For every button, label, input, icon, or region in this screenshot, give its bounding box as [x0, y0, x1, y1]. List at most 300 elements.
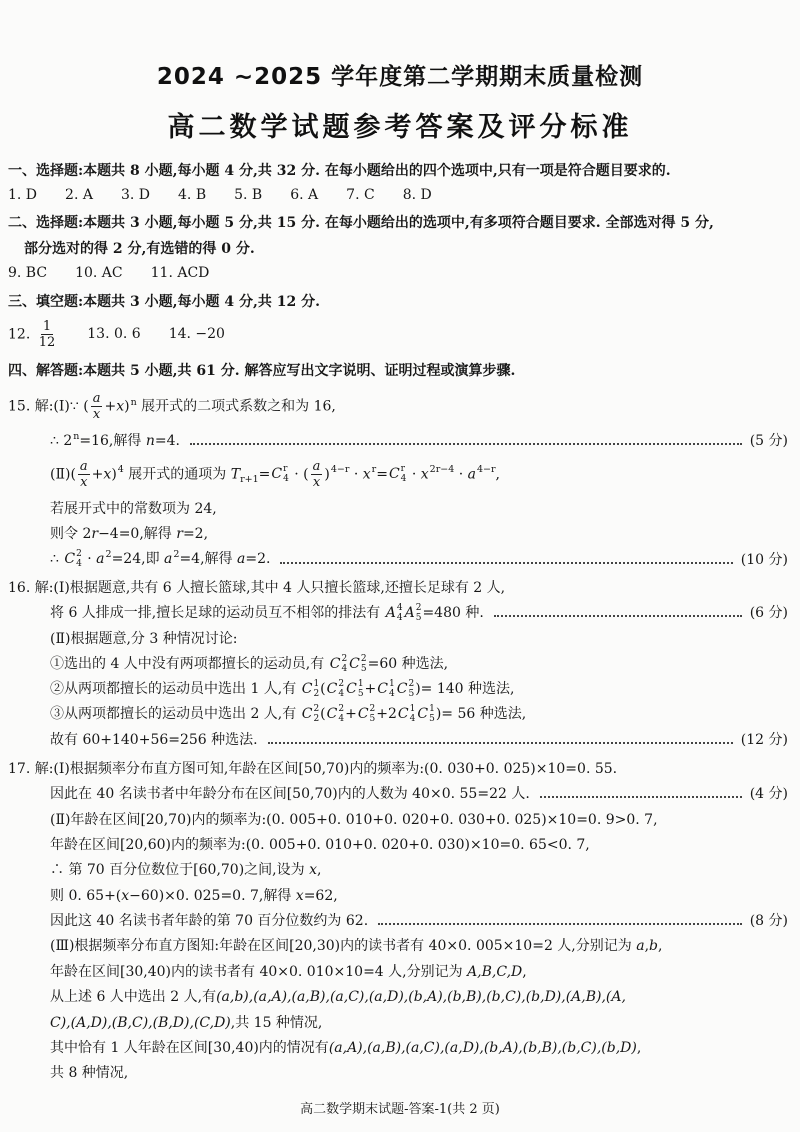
text-run: =: [258, 466, 271, 483]
text-run: ·: [407, 466, 421, 483]
text-run: ,: [495, 466, 500, 483]
score-label: (4 分): [749, 786, 788, 803]
symbol-subscript: 4: [389, 689, 395, 700]
line-text: [50, 678, 514, 699]
symbol-superscript: r: [283, 464, 288, 475]
solution-step: [0, 676, 800, 701]
text-run: 因此在 40 名读书者中年龄分布在区间[50,70)内的人数为 40×0. 55=22 人.: [50, 786, 530, 803]
answer-item: [121, 187, 150, 203]
symbol-subscript: 5: [429, 714, 435, 725]
symbol-base: C: [346, 681, 357, 698]
text-run: 若展开式中的常数项为 24,: [50, 500, 217, 517]
text-run: ,共 15 种情况,: [230, 1014, 323, 1031]
text-run: (: [320, 681, 326, 698]
symbol-indices: [341, 654, 347, 674]
line-text: [24, 238, 255, 258]
solution-step: [0, 521, 800, 546]
text-run: 17. 解:(Ⅰ)根据频率分布直方图可知,年龄在区间[50,70)内的频率为:(0. 030+0. 025)×10=0. 55.: [8, 760, 618, 777]
answer-item: [403, 187, 432, 203]
text-run: −60)×0. 025=0. 7,解得: [129, 887, 296, 904]
answer-row: [0, 182, 800, 207]
symbol-subscript: 4: [341, 663, 348, 674]
symbol-superscript: 1: [409, 704, 416, 715]
symbol-subscript: 5: [357, 689, 364, 700]
superscript: 4−r: [330, 464, 350, 476]
text-run: +: [104, 398, 117, 415]
score-label: (12 分): [740, 732, 788, 749]
text-run: =4,解得: [179, 551, 237, 568]
symbol-subscript: 4: [283, 474, 289, 485]
text-run: 三、填空题:本题共 3 小题,每小题 4 分,共 12 分.: [8, 293, 320, 310]
text-run: +: [345, 706, 357, 723]
text-run: ·: [349, 466, 363, 483]
line-text: [50, 548, 270, 569]
text-run: ): [124, 398, 130, 415]
symbol-subscript: 4: [76, 559, 82, 570]
text-run: 5. B: [234, 187, 263, 204]
symbol-subscript: 4: [338, 714, 345, 725]
line-text: [8, 391, 336, 422]
math-variable: (a,A),(a,B),(a,C),(a,D),(b,A),(b,B),(b,C),(b,D): [328, 1040, 637, 1057]
text-run: =480 种.: [422, 604, 484, 621]
symbol-subscript: 5: [408, 689, 415, 700]
text-run: 将 6 人排成一排,擅长足球的运动员互不相邻的排法有: [50, 604, 385, 621]
text-run: 从上述 6 人中选出 2 人,有: [50, 989, 217, 1006]
symbol-superscript: 1: [313, 679, 320, 690]
solution-step: [0, 1034, 800, 1059]
symbol-indices: [313, 679, 319, 699]
text-run: (: [320, 706, 326, 723]
symbol-indices: [416, 603, 422, 623]
answer-item: [87, 326, 140, 342]
combinatorial-symbol: [389, 464, 406, 484]
symbol-superscript: 2: [338, 704, 345, 715]
score-label: (10 分): [740, 551, 788, 568]
fraction: [78, 459, 90, 490]
math-variable: a: [467, 466, 476, 483]
fraction-denominator: 12: [38, 334, 56, 350]
combinatorial-symbol: [346, 679, 363, 699]
section-heading: [0, 357, 800, 382]
line-text: [50, 459, 500, 490]
symbol-subscript: 4: [400, 474, 407, 485]
combinatorial-symbol: [417, 704, 434, 724]
text-run: 16. 解:(Ⅰ)根据题意,共有 6 人擅长篮球,其中 4 人只擅长篮球,还擅长足球有 2 人,: [8, 579, 506, 596]
answer-item: [8, 187, 37, 203]
text-run: 二、选择题:本题共 3 小题,每小题 5 分,共 15 分. 在每小题给出的选项中,有多项符合题目要求. 全部选对得 5 分,: [8, 215, 714, 232]
solution-step: [0, 1060, 800, 1085]
symbol-base: C: [271, 466, 283, 483]
line-text: [50, 1062, 128, 1082]
text-run: ③从两项都擅长的运动员中选出 2 人,有: [50, 706, 301, 723]
text-run: ,: [522, 963, 527, 980]
text-run: =60 种选法,: [367, 655, 449, 672]
math-variable: r: [91, 526, 99, 543]
text-run: 10. AC: [75, 265, 123, 282]
text-run: 12.: [8, 326, 35, 343]
math-variable: T: [230, 466, 241, 483]
text-run: (Ⅱ)(: [50, 466, 76, 483]
math-variable: n: [145, 433, 155, 450]
solution-step: [0, 625, 800, 650]
line-text: [50, 523, 208, 543]
section-heading-continued: [0, 235, 800, 260]
problem-line: [0, 386, 800, 428]
math-variable: x: [116, 398, 125, 415]
combinatorial-symbol: [302, 704, 319, 724]
text-run: 四、解答题:本题共 5 小题,共 61 分. 解答应写出文字说明、证明过程或演算步骤.: [8, 363, 516, 380]
solution-step: [0, 958, 800, 983]
combinatorial-symbol: [64, 549, 81, 569]
text-run: 4. B: [178, 187, 207, 204]
math-variable: a: [96, 551, 105, 568]
line-text: [8, 160, 671, 180]
combinatorial-symbol: [398, 704, 415, 724]
symbol-subscript: 5: [360, 663, 367, 674]
solution-step: [0, 1009, 800, 1034]
symbol-subscript: 2: [313, 714, 320, 725]
math-variable: x: [362, 466, 371, 483]
text-run: )= 140 种选法,: [415, 681, 515, 698]
line-text: [50, 885, 338, 905]
section-heading: [0, 288, 800, 313]
superscript: n: [73, 431, 80, 443]
text-run: 一、选择题:本题共 8 小题,每小题 4 分,共 32 分. 在每小题给出的四个选项中,只有一项是符合题目要求的.: [8, 162, 671, 179]
text-run: 展开式的通项为: [123, 466, 231, 483]
solution-step: [0, 650, 800, 675]
text-run: =2,: [182, 526, 209, 543]
symbol-indices: [283, 464, 289, 484]
text-run: +: [91, 466, 104, 483]
symbol-base: C: [397, 706, 409, 723]
answer-item: [151, 265, 210, 281]
symbol-indices: [358, 679, 364, 699]
line-text: [50, 961, 527, 981]
combinatorial-symbol: [386, 603, 403, 623]
symbol-superscript: 2: [415, 602, 422, 613]
text-run: 其中恰有 1 人年龄在区间[30,40)内的情况有: [50, 1040, 329, 1057]
text-run: ·: [454, 466, 468, 483]
symbol-indices: [429, 704, 435, 724]
answer-item: [65, 187, 93, 203]
symbol-indices: [338, 704, 344, 724]
math-variable: x: [295, 887, 304, 904]
symbol-indices: [397, 603, 403, 623]
symbol-indices: [401, 464, 407, 484]
text-run: ∴: [50, 551, 64, 568]
math-variable: r: [176, 526, 183, 543]
text-run: 1. D: [8, 187, 38, 204]
line-text: [8, 360, 515, 380]
line-text: [50, 602, 484, 623]
math-variable: a: [636, 938, 645, 955]
text-run: ∴ 2: [50, 433, 73, 450]
symbol-superscript: r: [400, 464, 405, 475]
solution-step: [0, 428, 800, 453]
text-run: 共 8 种情况,: [50, 1065, 129, 1082]
text-run: )= 56 种选法,: [435, 706, 527, 723]
text-run: =24,即: [111, 551, 165, 568]
text-run: ①选出的 4 人中没有两项都擅长的运动员,有: [50, 655, 329, 672]
text-run: ②从两项都擅长的运动员中选出 1 人,有: [50, 681, 301, 698]
score-label: (8 分): [749, 913, 788, 930]
text-run: 展开式的二项式系数之和为 16,: [136, 398, 336, 415]
symbol-base: C: [388, 466, 400, 483]
symbol-indices: [338, 679, 344, 699]
text-run: +2: [376, 706, 397, 723]
score-label: (6 分): [749, 605, 788, 622]
text-run: 11. ACD: [150, 265, 210, 282]
fraction-denominator: x: [80, 474, 88, 490]
symbol-subscript: 5: [415, 612, 422, 623]
fraction-denominator: x: [312, 474, 321, 490]
superscript: 4−r: [476, 464, 496, 476]
math-variable: A,B,C,D: [467, 963, 523, 980]
fraction-denominator: x: [92, 407, 101, 423]
symbol-superscript: 2: [360, 653, 367, 664]
answer-content: [0, 155, 800, 1085]
line-text: [50, 859, 321, 879]
combinatorial-symbol: [349, 654, 366, 674]
text-run: (Ⅲ)根据频率分布直方图知:年龄在区间[20,30)内的读书者有 40×0. 005×10=2 人,分别记为: [50, 938, 637, 955]
leader-dots: [494, 615, 742, 617]
symbol-subscript: 4: [338, 689, 345, 700]
combinatorial-symbol: [397, 679, 414, 699]
line-text: [50, 910, 368, 930]
symbol-base: C: [377, 681, 388, 698]
math-variable: C),(A,D),(B,C),(B,D),(C,D): [50, 1014, 231, 1031]
symbol-superscript: 2: [338, 679, 345, 690]
symbol-indices: [313, 704, 319, 724]
line-text: [50, 834, 590, 854]
fraction-numerator: a: [92, 391, 101, 407]
symbol-subscript: 4: [409, 714, 416, 725]
symbol-base: C: [301, 681, 313, 698]
symbol-base: C: [326, 706, 338, 723]
text-run: (Ⅱ)年龄在区间[20,70)内的频率为:(0. 005+0. 010+0. 020+0. 030+0. 025)×10=0. 9>0. 7,: [50, 811, 658, 828]
text-run: 3. D: [120, 187, 151, 204]
math-variable: x: [103, 466, 112, 483]
solution-step: [0, 831, 800, 856]
leader-dots: [280, 562, 732, 564]
text-run: 9. BC: [8, 265, 48, 282]
text-run: ·: [82, 551, 97, 568]
combinatorial-symbol: [377, 679, 394, 699]
symbol-superscript: 2: [408, 679, 415, 690]
text-run: −4=0,解得: [98, 526, 177, 543]
symbol-indices: [408, 679, 414, 699]
math-variable: x: [121, 887, 130, 904]
superscript: n: [130, 396, 137, 408]
combinatorial-symbol: [358, 704, 375, 724]
symbol-subscript: 5: [369, 714, 376, 725]
leader-dots: [378, 923, 742, 925]
answer-item: [8, 265, 47, 281]
combinatorial-symbol: [271, 464, 288, 484]
solution-step: [0, 780, 800, 805]
symbol-base: C: [329, 655, 341, 672]
combinatorial-symbol: [302, 679, 319, 699]
math-variable: x: [420, 466, 429, 483]
text-run: 部分选对的得 2 分,有选错的得 0 分.: [24, 240, 255, 257]
combinatorial-symbol: [405, 603, 422, 623]
text-run: 8. D: [402, 187, 432, 204]
text-run: 则令 2: [50, 526, 92, 543]
superscript: 2: [173, 549, 180, 561]
subscript: r+1: [240, 474, 259, 486]
text-run: ,: [636, 1040, 642, 1057]
text-run: =2.: [245, 551, 271, 568]
text-run: =4.: [154, 433, 180, 450]
symbol-base: C: [349, 655, 360, 672]
text-run: 故有 60+140+56=256 种选法.: [50, 732, 258, 749]
text-run: 13. 0. 6: [87, 326, 141, 343]
symbol-base: A: [385, 604, 396, 621]
line-text: [8, 212, 714, 232]
line-text: [50, 653, 448, 674]
symbol-subscript: 4: [396, 612, 403, 623]
fraction-numerator: a: [312, 458, 321, 474]
leader-dots: [540, 796, 742, 798]
fraction-numerator: a: [79, 458, 88, 474]
text-run: 2. A: [65, 187, 93, 204]
symbol-indices: [410, 704, 416, 724]
answer-item: [8, 319, 59, 350]
text-run: 15. 解:(Ⅰ)∵ (: [8, 398, 89, 415]
text-run: 6. A: [290, 187, 319, 204]
symbol-base: C: [326, 681, 338, 698]
line-text: [50, 783, 530, 803]
symbol-superscript: 1: [429, 704, 435, 715]
superscript: 2r−4: [429, 464, 455, 476]
section-heading: [0, 157, 800, 182]
line-text: [50, 935, 662, 955]
solution-step: [0, 701, 800, 726]
text-run: 则 0. 65+(: [50, 887, 122, 904]
text-run: (Ⅱ)根据题意,分 3 种情况讨论:: [50, 630, 238, 647]
line-text: [50, 1012, 322, 1032]
symbol-superscript: 4: [396, 602, 403, 613]
line-text: [50, 498, 217, 518]
text-run: 因此这 40 名读书者年龄的第 70 百分位数约为 62.: [50, 913, 369, 930]
symbol-base: C: [417, 706, 429, 723]
text-run: 年龄在区间[30,40)内的读书者有 40×0. 010×10=4 人,分别记为: [50, 963, 468, 980]
symbol-indices: [389, 679, 395, 699]
superscript: 4: [117, 464, 124, 476]
line-text: [8, 291, 320, 311]
text-run: ): [324, 466, 330, 483]
symbol-base: C: [301, 706, 313, 723]
symbol-indices: [361, 654, 367, 674]
combinatorial-symbol: [327, 704, 344, 724]
problem-line: [0, 574, 800, 599]
symbol-superscript: 1: [389, 679, 395, 690]
symbol-base: C: [64, 551, 76, 568]
leader-dots: [190, 443, 742, 445]
text-run: ,: [657, 938, 663, 955]
line-text: [8, 577, 505, 597]
solution-step: [0, 806, 800, 831]
solution-step: [0, 453, 800, 495]
answer-item: [169, 326, 225, 342]
symbol-superscript: 2: [369, 704, 376, 715]
symbol-base: C: [357, 706, 369, 723]
leader-dots: [268, 742, 733, 744]
fraction-numerator: 1: [42, 318, 52, 334]
symbol-superscript: 1: [357, 679, 364, 690]
symbol-superscript: 2: [76, 549, 82, 560]
text-run: =62,: [303, 887, 338, 904]
symbol-base: A: [404, 604, 415, 621]
answer-row: [0, 261, 800, 286]
answer-item: [178, 187, 206, 203]
line-text: [50, 1037, 641, 1057]
math-variable: a: [164, 551, 173, 568]
line-text: [50, 430, 180, 450]
line-text: [50, 729, 258, 749]
math-variable: a: [236, 551, 246, 568]
answer-item: [346, 187, 375, 203]
solution-step: [0, 933, 800, 958]
answer-key-title: 高二数学试题参考答案及评分标准: [167, 112, 633, 143]
symbol-subscript: 2: [313, 689, 320, 700]
symbol-indices: [76, 549, 82, 569]
text-run: 14. −20: [168, 326, 225, 343]
combinatorial-symbol: [327, 679, 344, 699]
fraction: [37, 319, 58, 350]
math-variable: (a,b),(a,A),(a,B),(a,C),(a,D),(b,A),(b,B),(b,C),(b,D),(A,B),(A,: [216, 989, 626, 1006]
fraction: [91, 391, 103, 422]
problem-line: [0, 755, 800, 780]
answer-row: [0, 313, 800, 355]
math-variable: x: [309, 862, 317, 879]
text-run: =: [376, 466, 388, 483]
symbol-superscript: 2: [341, 653, 348, 664]
symbol-indices: [370, 704, 376, 724]
text-run: ,: [644, 938, 650, 955]
page-footer: 高二数学期末试题-答案-1(共 2 页): [300, 1102, 500, 1117]
solution-step: [0, 984, 800, 1009]
solution-step: [0, 495, 800, 520]
text-run: 7. C: [346, 187, 375, 204]
superscript: 2: [105, 549, 112, 561]
text-run: +: [364, 681, 377, 698]
answer-item: [234, 187, 262, 203]
text-run: 年龄在区间[20,60)内的频率为:(0. 005+0. 010+0. 020+0. 030)×10=0. 65<0. 7,: [50, 836, 590, 853]
line-text: [8, 758, 617, 778]
solution-step: [0, 546, 800, 571]
solution-step: [0, 600, 800, 625]
line-text: [50, 809, 658, 829]
text-run: · (: [289, 466, 309, 483]
solution-step: [0, 857, 800, 882]
score-label: (5 分): [749, 433, 788, 450]
text-run: ): [111, 466, 117, 483]
text-run: =16,解得: [79, 433, 146, 450]
answer-item: [75, 265, 123, 281]
solution-step: [0, 727, 800, 752]
superscript: r: [371, 464, 377, 476]
symbol-base: C: [396, 681, 408, 698]
answer-item: [290, 187, 318, 203]
text-run: ∴ 第 70 百分位数位于[60,70)之间,设为: [50, 862, 310, 879]
solution-step: [0, 882, 800, 907]
fraction: [311, 459, 323, 490]
exam-title: 2024 ~2025 学年度第二学期期末质量检测: [156, 64, 644, 90]
math-variable: b: [649, 938, 658, 955]
text-run: ,: [316, 862, 322, 879]
line-text: [50, 628, 237, 648]
